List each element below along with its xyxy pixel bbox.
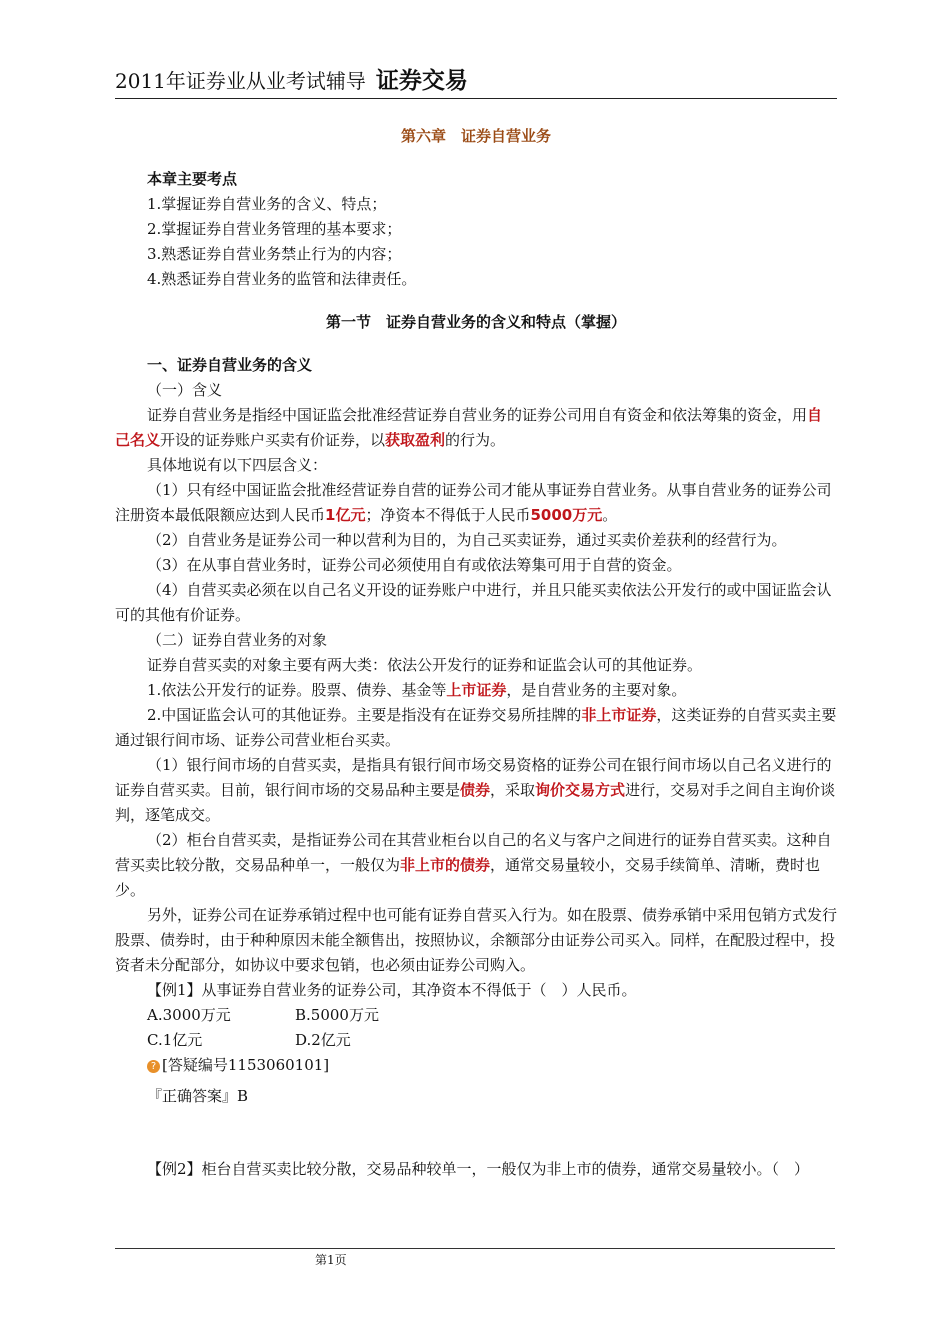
- question-id-row[interactable]: [115, 1053, 837, 1078]
- key-point-2: 2.掌握证券自营业务管理的基本要求；: [147, 220, 402, 238]
- paragraph-point-4: （4）自营买卖必须在以自己名义开设的证券账户中进行，并且只能买卖依法公开发行的或中国证监会认可的其他有价证券。: [115, 581, 832, 624]
- example-1-options-row-1: [115, 1003, 837, 1028]
- option-d: D.2亿元: [295, 1031, 351, 1049]
- highlight-unlisted: 非上市证券: [581, 706, 657, 724]
- paragraph-object-1: 1.依法公开发行的证券。股票、债券、基金等上市证券，是自营业务的主要对象。: [147, 681, 687, 699]
- paragraph-underwriting: 另外，证券公司在证券承销过程中也可能有证券自营买入行为。如在股票、债券承销中采用包销方式发行股票、债券时，由于种种原因未能全额售出，按照协议，余额部分由证券公司买入。同样，在配股过程中，投资者未分配部分，如协议中要求包销，也必须由证券公司购入。: [115, 906, 838, 974]
- option-b: B.5000万元: [295, 1006, 379, 1024]
- subsection-heading-1-2: （二）证券自营业务的对象: [147, 631, 328, 649]
- paragraph-object-2: 2.中国证监会认可的其他证券。主要是指没有在证券交易所挂牌的非上市证券，这类证券的自营买卖主要通过银行间市场、证券公司营业柜台买卖。: [115, 706, 837, 749]
- page-number: 第1页: [315, 1253, 347, 1267]
- example-1-answer: 『正确答案』B: [147, 1087, 249, 1105]
- paragraph-point-2: （2）自营业务是证券公司一种以营利为目的，为自己买卖证券，通过买卖价差获利的经营行为。: [147, 531, 787, 549]
- page-header: [115, 62, 837, 99]
- example-1-question: 【例1】从事证券自营业务的证券公司，其净资本不得低于（ ）人民币。: [147, 981, 637, 999]
- paragraph-interbank: （1）银行间市场的自营买卖，是指具有银行间市场交易资格的证券公司在银行间市场以自己名义进行的证券自营买卖。目前，银行间市场的交易品种主要是债券，采取询价交易方式进行，交易对手之间自主询价谈判，逐笔成交。: [115, 756, 836, 824]
- highlight-unlisted-bonds: 非上市的债券: [400, 856, 491, 874]
- option-c: C.1亿元: [147, 1031, 203, 1049]
- highlight-bonds: 债券: [460, 781, 491, 799]
- document-body: [115, 118, 837, 1182]
- highlight-net-capital: 5000万元: [530, 506, 603, 524]
- highlight-inquiry: 询价交易方式: [535, 781, 626, 799]
- highlight-own-name: 自己名义: [115, 406, 823, 449]
- paragraph-objects: 证券自营买卖的对象主要有两大类：依法公开发行的证券和证监会认可的其他证券。: [147, 656, 703, 674]
- chapter-title: 第六章 证券自营业务: [400, 127, 551, 145]
- highlight-capital: 1亿元: [325, 506, 366, 524]
- header-course: 2011年证券业从业考试辅导: [115, 69, 366, 93]
- example-1-options-row-2: [115, 1028, 837, 1053]
- key-point-1: 1.掌握证券自营业务的含义、特点；: [147, 195, 387, 213]
- paragraph-point-3: （3）在从事自营业务时，证券公司必须使用自有或依法筹集可用于自营的资金。: [147, 556, 682, 574]
- paragraph-definition: 证券自营业务是指经中国证监会批准经营证券自营业务的证券公司用自有资金和依法筹集的资金，用自己名义开设的证券账户买卖有价证券，以获取盈利的行为。: [115, 406, 823, 449]
- highlight-profit: 获取盈利: [385, 431, 446, 449]
- key-point-4: 4.熟悉证券自营业务的监管和法律责任。: [147, 270, 417, 288]
- paragraph-counter: （2）柜台自营买卖，是指证券公司在其营业柜台以自己的名义与客户之间进行的证券自营买卖。这种自营买卖比较分散，交易品种单一，一般仅为非上市的债券，通常交易量较小，交易手续简单、清晰，费时也少。: [115, 831, 832, 899]
- option-a: A.3000万元: [147, 1006, 231, 1024]
- highlight-listed: 上市证券: [446, 681, 507, 699]
- subsection-heading-1: 一、证券自营业务的含义: [147, 356, 313, 374]
- paragraph-point-1: （1）只有经中国证监会批准经营证券自营的证券公司才能从事证券自营业务。从事自营业务的证券公司注册资本最低限额应达到人民币1亿元；净资本不得低于人民币5000万元。: [115, 481, 832, 524]
- page-footer: [115, 1248, 835, 1267]
- key-point-3: 3.熟悉证券自营业务禁止行为的内容；: [147, 245, 402, 263]
- section-title: 第一节 证券自营业务的含义和特点（掌握）: [325, 313, 626, 331]
- paragraph-intro: 具体地说有以下四层含义：: [147, 456, 328, 474]
- header-subject: 证券交易: [375, 68, 468, 94]
- subsection-heading-1-1: （一）含义: [147, 381, 223, 399]
- key-points-heading: 本章主要考点: [147, 170, 238, 188]
- question-id: [答疑编号1153060101]: [162, 1056, 330, 1074]
- example-2-question: 【例2】柜台自营买卖比较分散，交易品种较单一，一般仅为非上市的债券，通常交易量较小。（ ）: [147, 1160, 810, 1178]
- question-circle-icon[interactable]: ?: [147, 1060, 160, 1073]
